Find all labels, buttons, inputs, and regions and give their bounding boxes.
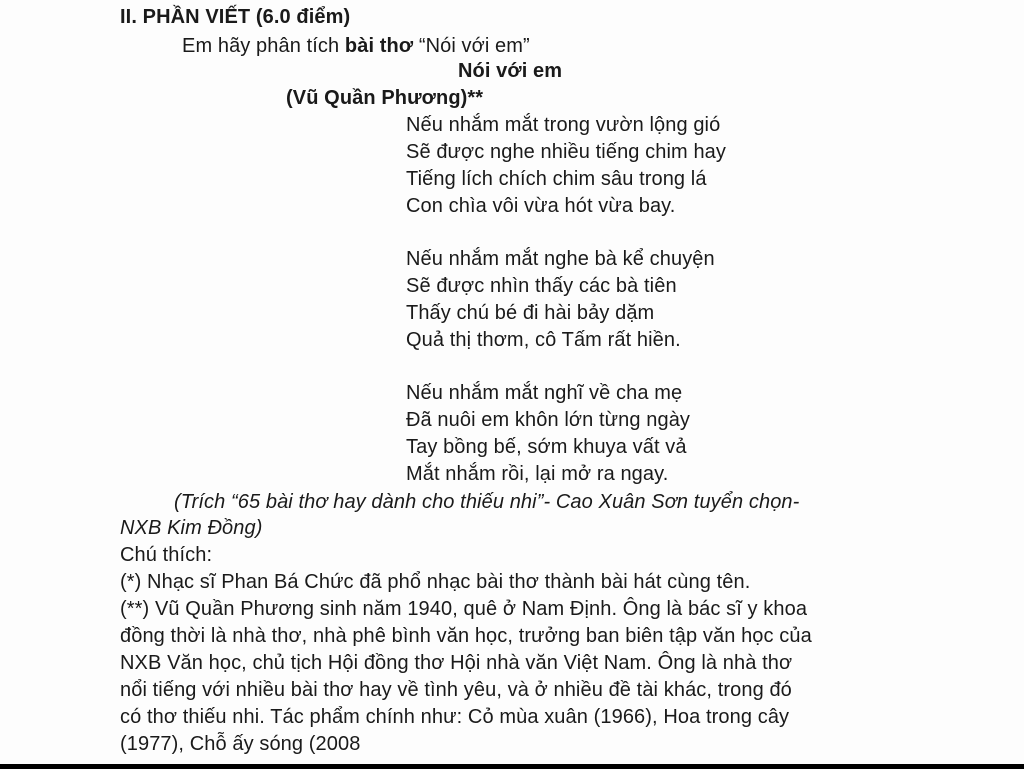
poem-line: Nếu nhắm mắt trong vườn lộng gió [406,114,721,136]
essay-prompt [182,33,530,59]
poem-line: Sẽ được nhìn thấy các bà tiên [406,275,677,297]
note-line: (*) Nhạc sĩ Phan Bá Chức đã phổ nhạc bài thơ thành bài hát cùng tên. [120,571,751,593]
prompt-suffix: “Nói với em” [413,35,530,57]
poem-source: (Trích “65 bài thơ hay dành cho thiếu nhi”- Cao Xuân Sơn tuyển chọn- [174,491,800,513]
note-line: đồng thời là nhà thơ, nhà phê bình văn học, trưởng ban biên tập văn học của [120,625,812,647]
poem-line: Đã nuôi em khôn lớn từng ngày [406,409,691,431]
poem-line: Thấy chú bé đi hài bảy dặm [406,302,655,324]
note-line: nổi tiếng với nhiều bài thơ hay về tình yêu, và ở nhiều đề tài khác, trong đó [120,679,792,701]
poem-source-publisher: NXB Kim Đồng) [120,517,263,539]
poem-line: Tay bồng bế, sớm khuya vất vả [406,436,687,458]
poem-line: Con chìa vôi vừa hót vừa bay. [406,195,676,217]
poem-line: Tiếng lích chích chim sâu trong lá [406,168,707,190]
poem-line: Mắt nhắm rồi, lại mở ra ngay. [406,463,669,485]
note-line: (1977), Chỗ ấy sóng (2008 [120,733,361,755]
poem-line: Sẽ được nghe nhiều tiếng chim hay [406,141,726,163]
note-line: có thơ thiếu nhi. Tác phẩm chính như: Cỏ mùa xuân (1966), Hoa trong cây [120,706,790,728]
poem-line: Nếu nhắm mắt nghe bà kể chuyện [406,248,715,270]
poem-title: Nói với em [458,60,563,82]
poem-line: Nếu nhắm mắt nghĩ về cha mẹ [406,382,683,404]
note-line: NXB Văn học, chủ tịch Hội đồng thơ Hội nhà văn Việt Nam. Ông là nhà thơ [120,652,793,674]
note-line: (**) Vũ Quần Phương sinh năm 1940, quê ở Nam Định. Ông là bác sĩ y khoa [120,598,808,620]
poem-author: (Vũ Quần Phương)** [286,87,484,109]
section-heading: II. PHẦN VIẾT (6.0 điểm) [120,6,351,28]
prompt-prefix: Em hãy phân tích [182,35,345,57]
notes-heading: Chú thích: [120,544,213,566]
poem-line: Quả thị thơm, cô Tấm rất hiền. [406,329,681,351]
prompt-bold: bài thơ [344,35,414,57]
